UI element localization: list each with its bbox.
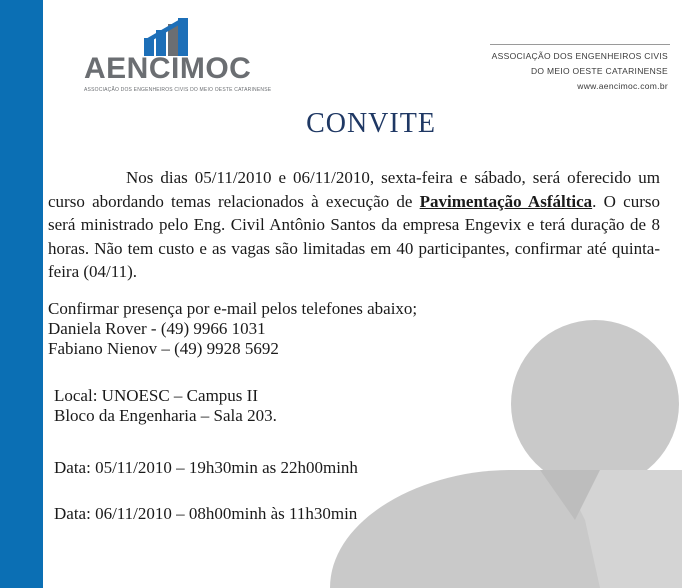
silhouette-head [511, 320, 679, 488]
contact-person-1-name: Daniela Rover [48, 319, 147, 338]
organization-header [492, 49, 668, 94]
logo-wordmark: AENCIMOC [84, 52, 252, 85]
location-line-1: Local: UNOESC – Campus II [54, 386, 258, 405]
logo-tagline: ASSOCIAÇÃO DOS ENGENHEIROS CIVIS DO MEIO OESTE CATARINENSE [84, 87, 272, 93]
left-accent-bar [0, 0, 43, 588]
date-1: Data: 05/11/2010 – 19h30min as 22h00minh [54, 458, 358, 477]
location-line-2: Bloco da Engenharia – Sala 203. [54, 406, 277, 425]
page-title: CONVITE [306, 108, 436, 139]
contact-block [48, 299, 417, 359]
contact-person-2: Fabiano Nienov – (49) 9928 5692 [48, 339, 279, 358]
org-name-line2: DO MEIO OESTE CATARINENSE [530, 66, 668, 76]
header-divider [490, 44, 670, 45]
org-name-line1: ASSOCIAÇÃO DOS ENGENHEIROS CIVIS [491, 51, 668, 61]
contact-intro: Confirmar presença por e-mail pelos telefones abaixo; [48, 299, 418, 318]
contact-person-1 [48, 319, 417, 339]
date-2: Data: 06/11/2010 – 08h00minh às 11h30min [54, 504, 358, 523]
contact-person-1-phone: - (49) 9966 1031 [146, 319, 266, 338]
aencimoc-logo [84, 18, 272, 98]
paragraph-text-start: Nos dias 05/11/2010 e 06/11/2010, sexta-feira e sábado, será oferecido um curso abordando temas relacionados à execução de [48, 168, 660, 211]
logo-mark-icon [144, 18, 188, 56]
paragraph-text-end: . O curso será ministrado pelo Eng. Civil Antônio Santos da empresa Engevix e terá duração de 8 horas. Não tem custo e as vagas são limitadas em 40 participantes, confirmar até quinta-feira (04/11). [48, 191, 660, 281]
location-block [54, 386, 277, 426]
course-topic: Pavimentação Asfáltica [419, 191, 593, 211]
invitation-paragraph [48, 166, 660, 284]
org-website[interactable]: www.aencimoc.com.br [577, 81, 668, 91]
